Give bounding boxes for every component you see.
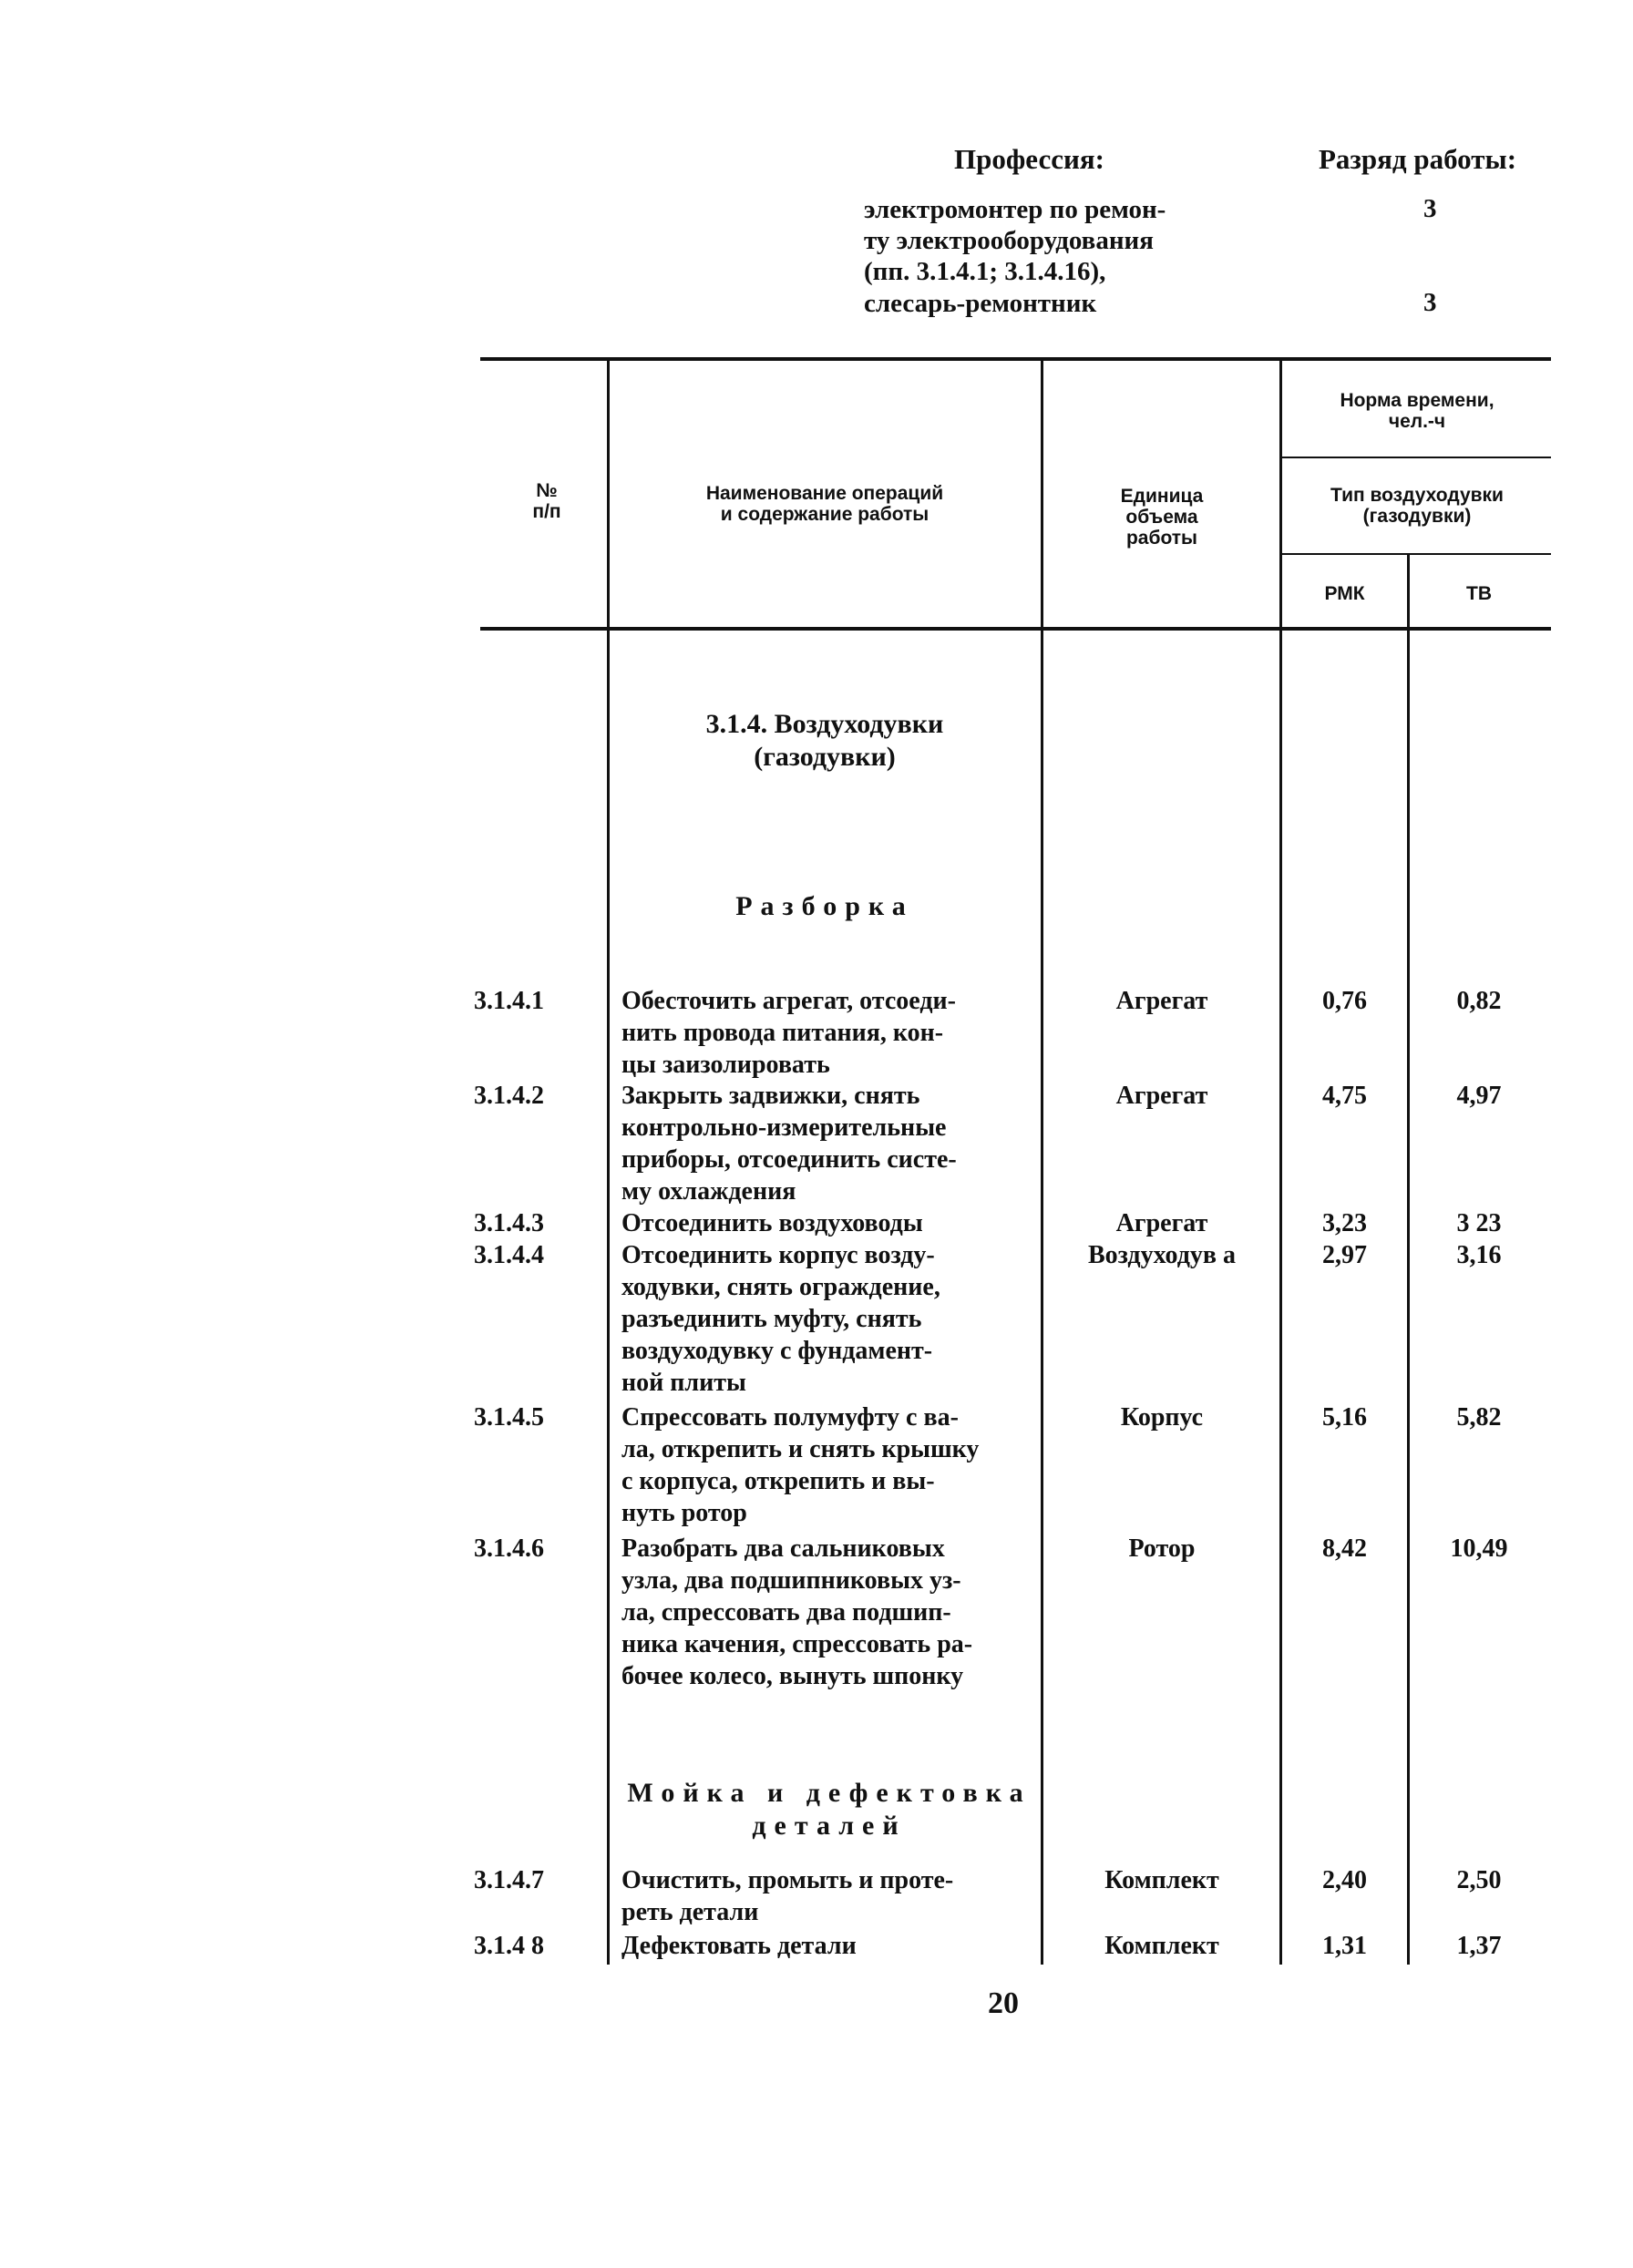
- header-unit-col: Единица объема работы: [1120, 486, 1204, 549]
- row-description: Дефектовать детали: [621, 1932, 857, 1960]
- row-number: 3.1.4.5: [474, 1403, 544, 1432]
- row-rmk: 2,40: [1322, 1866, 1367, 1894]
- row-unit: Агрегат: [1115, 987, 1208, 1015]
- header-tv: ТВ: [1466, 583, 1492, 604]
- row-tv: 5,82: [1456, 1403, 1502, 1432]
- header-name-col: Наименование операций и содержание работы: [705, 483, 944, 525]
- row-unit: Комплект: [1104, 1866, 1219, 1894]
- row-tv: 0,82: [1456, 987, 1502, 1015]
- row-rmk: 3,23: [1322, 1209, 1367, 1237]
- row-unit: Ротор: [1128, 1534, 1196, 1563]
- subsection-washing: Мойка и дефектовка деталей: [627, 1778, 1032, 1841]
- header-rmk: РМК: [1324, 583, 1365, 604]
- row-unit: Агрегат: [1115, 1082, 1208, 1110]
- table-top-rule: [480, 357, 1551, 361]
- row-number: 3.1.4 8: [474, 1932, 544, 1960]
- row-rmk: 5,16: [1322, 1403, 1367, 1432]
- row-rmk: 0,76: [1322, 987, 1367, 1015]
- row-description: Разобрать два сальниковых узла, два подшипниковых уз- ла, спрессовать два подшип- ника качения, спрессовать ра- бочее колесо, вынуть шпонку: [621, 1534, 973, 1690]
- row-description: Отсоединить воздуховоды: [621, 1209, 923, 1237]
- profession-line-2: ту электрооборудования: [864, 226, 1154, 255]
- type-divider-rule: [1280, 553, 1551, 555]
- row-number: 3.1.4.7: [474, 1866, 544, 1894]
- row-rmk: 2,97: [1322, 1241, 1367, 1269]
- row-number: 3.1.4.6: [474, 1534, 544, 1563]
- row-description: Спрессовать полумуфту с ва- ла, открепить и снять крышку с корпуса, открепить и вы- нуть ротор: [621, 1403, 980, 1527]
- row-tv: 3,16: [1456, 1241, 1502, 1269]
- row-number: 3.1.4.2: [474, 1082, 544, 1110]
- profession-label: Профессия:: [954, 143, 1104, 175]
- row-description: Закрыть задвижки, снять контрольно-измерительные приборы, отсоединить систе- му охлаждения: [621, 1082, 957, 1206]
- row-description: Очистить, промыть и проте- реть детали: [621, 1866, 954, 1926]
- row-description: Отсоединить корпус возду- ходувки, снять ограждение, разъединить муфту, снять воздуходувку с фундамент- ной плиты: [621, 1241, 940, 1397]
- row-tv: 10,49: [1450, 1534, 1508, 1563]
- header-type: Тип воздуходувки (газодувки): [1330, 485, 1504, 527]
- page-number: 20: [988, 1986, 1019, 2020]
- row-unit: Комплект: [1104, 1932, 1219, 1960]
- subsection-disassembly: Разборка: [735, 891, 914, 921]
- grade-value-2: 3: [1423, 288, 1437, 317]
- row-unit: Корпус: [1120, 1403, 1204, 1432]
- header-norm: Норма времени, чел.-ч: [1340, 390, 1494, 432]
- row-tv: 2,50: [1456, 1866, 1502, 1894]
- table-header-bottom-rule: [480, 627, 1551, 631]
- row-number: 3.1.4.3: [474, 1209, 544, 1237]
- section-title: 3.1.4. Воздуходувки (газодувки): [705, 709, 944, 772]
- col-divider-1: [607, 359, 610, 1965]
- row-description: Обесточить агрегат, отсоеди- нить провода питания, кон- цы заизолировать: [621, 987, 956, 1079]
- row-tv: 3 23: [1456, 1209, 1502, 1237]
- row-unit: Воздуходув а: [1088, 1241, 1236, 1269]
- header-number-col: № п/п: [532, 480, 561, 522]
- row-tv: 4,97: [1456, 1082, 1502, 1110]
- row-number: 3.1.4.4: [474, 1241, 544, 1269]
- row-rmk: 1,31: [1322, 1932, 1367, 1960]
- row-rmk: 4,75: [1322, 1082, 1367, 1110]
- grade-value-1: 3: [1423, 194, 1437, 223]
- grade-label: Разряд работы:: [1319, 143, 1517, 175]
- row-unit: Агрегат: [1115, 1209, 1208, 1237]
- norm-divider-rule: [1280, 457, 1551, 458]
- row-tv: 1,37: [1456, 1932, 1502, 1960]
- profession-line-1: электромонтер по ремон-: [864, 195, 1166, 224]
- profession-line-4: слесарь-ремонтник: [864, 289, 1097, 318]
- profession-line-3: (пп. 3.1.4.1; 3.1.4.16),: [864, 257, 1106, 286]
- col-divider-2: [1041, 359, 1043, 1965]
- row-number: 3.1.4.1: [474, 987, 544, 1015]
- row-rmk: 8,42: [1322, 1534, 1367, 1563]
